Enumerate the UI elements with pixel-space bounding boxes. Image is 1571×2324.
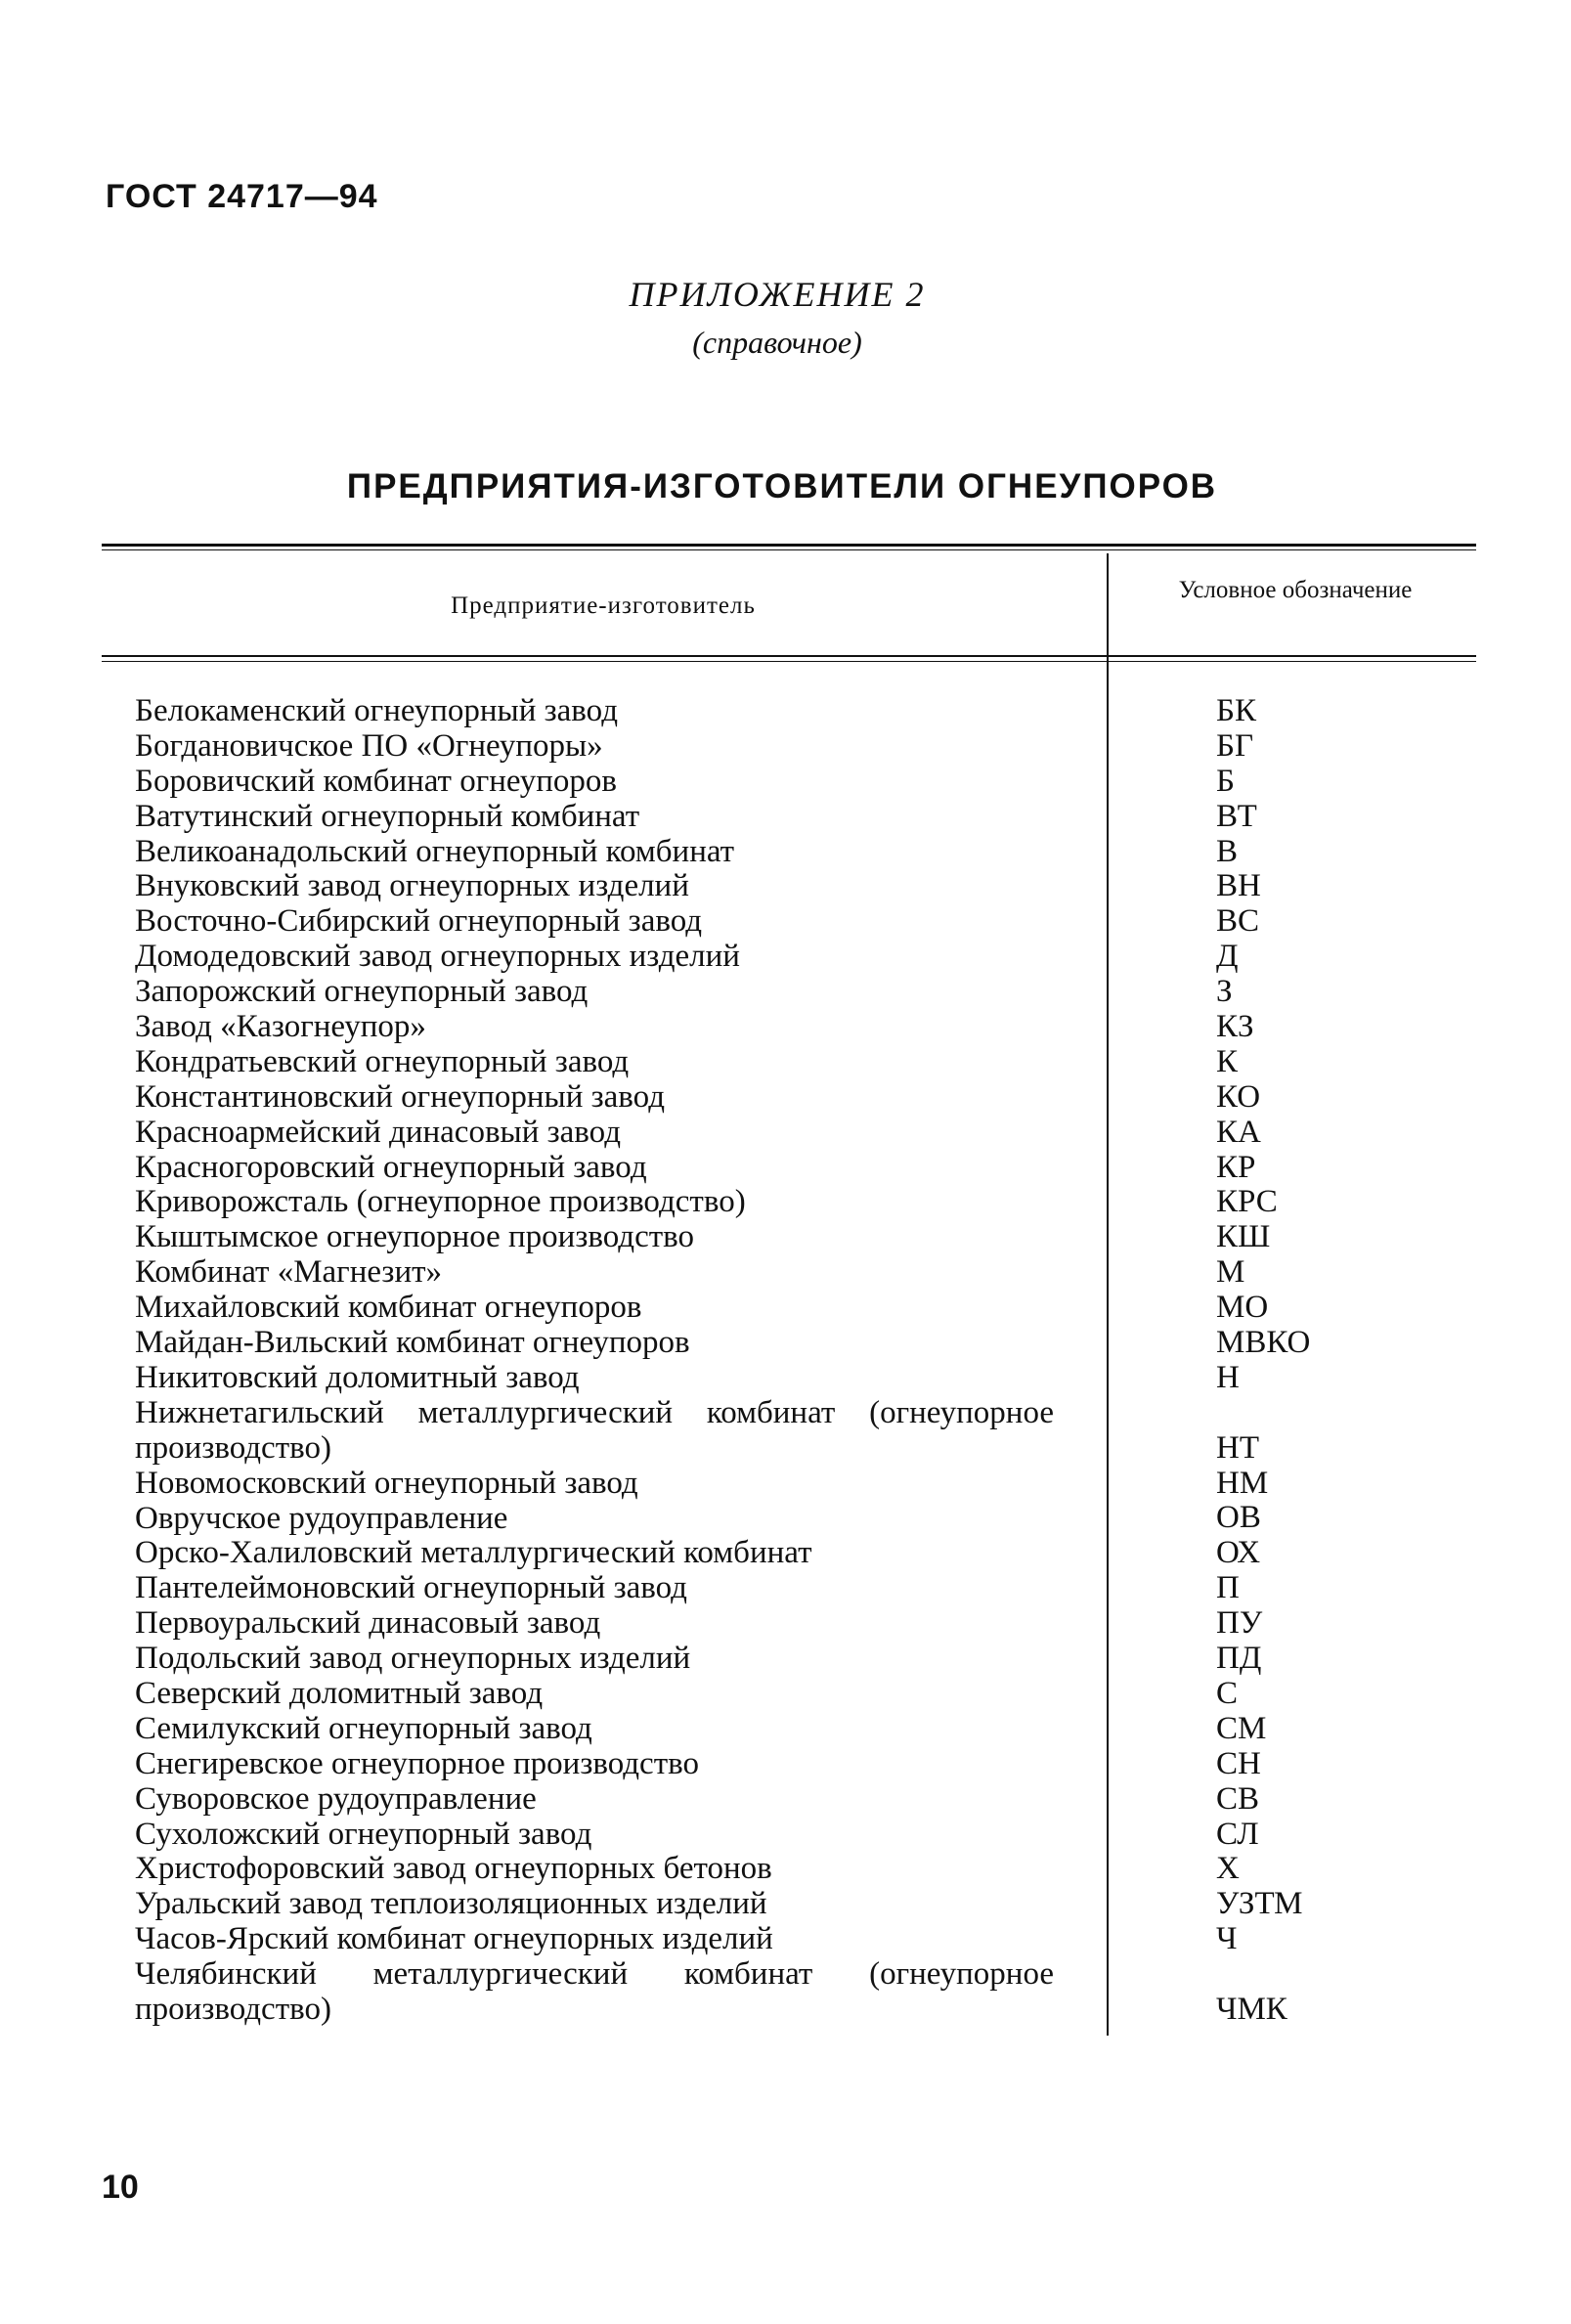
manufacturer-code: СВ xyxy=(1216,1780,1260,1817)
table-row xyxy=(0,1220,1571,1255)
manufacturer-name: Снегиревское огнеупорное производство xyxy=(135,1745,699,1781)
table-row xyxy=(0,869,1571,904)
manufacturer-name: Пантелеймоновский огнеупорный завод xyxy=(135,1570,687,1606)
manufacturer-code: МВКО xyxy=(1216,1325,1311,1361)
table-row xyxy=(0,940,1571,975)
manufacturer-code: М xyxy=(1216,1254,1245,1291)
manufacturer-name: Суворовское рудоуправление xyxy=(135,1780,537,1817)
manufacturer-name: Михайловский комбинат огнеупоров xyxy=(135,1290,642,1326)
table-row xyxy=(0,1396,1571,1467)
manufacturer-code: ВС xyxy=(1216,903,1260,940)
header-bottom-rule xyxy=(102,655,1476,657)
document-id: ГОСТ 24717—94 xyxy=(106,178,378,215)
column-header-manufacturer: Предприятие-изготовитель xyxy=(451,592,756,619)
table-top-rule xyxy=(102,544,1476,547)
manufacturer-name: Челябинский металлургический комбинат (огнеупорное производство) xyxy=(135,1956,1054,2027)
manufacturer-code: Ч xyxy=(1216,1921,1238,1957)
manufacturer-name: Восточно-Сибирский огнеупорный завод xyxy=(135,903,703,940)
table-row xyxy=(0,1255,1571,1291)
table-row xyxy=(0,1957,1571,2028)
manufacturer-code: З xyxy=(1216,974,1233,1010)
table-row xyxy=(0,904,1571,940)
table-row xyxy=(0,1677,1571,1712)
appendix-subtitle: (справочное) xyxy=(692,325,862,360)
manufacturer-name: Христофоровский завод огнеупорных бетонов xyxy=(135,1851,772,1887)
table-row xyxy=(0,975,1571,1010)
table-row xyxy=(0,1185,1571,1220)
table-row xyxy=(0,1818,1571,1853)
manufacturer-name: Комбинат «Магнезит» xyxy=(135,1254,443,1291)
table-row xyxy=(0,1326,1571,1361)
manufacturer-code: ВТ xyxy=(1216,798,1257,834)
manufacturer-name: Богдановичское ПО «Огнеупоры» xyxy=(135,727,603,764)
table-row xyxy=(0,1151,1571,1186)
table-row xyxy=(0,1080,1571,1116)
table-row xyxy=(0,800,1571,835)
column-header-code: Условное обозначение xyxy=(1178,577,1413,603)
manufacturer-code: КШ xyxy=(1216,1219,1271,1255)
manufacturer-name: Красногоровский огнеупорный завод xyxy=(135,1149,647,1185)
manufacturer-code: ВН xyxy=(1216,868,1261,904)
manufacturer-code: НТ xyxy=(1216,1429,1259,1466)
manufacturer-code: НМ xyxy=(1216,1465,1269,1501)
manufacturer-code: МО xyxy=(1216,1290,1269,1326)
manufacturer-name: Кыштымское огнеупорное производство xyxy=(135,1219,694,1255)
manufacturer-code: ОХ xyxy=(1216,1535,1261,1571)
manufacturer-name: Боровичский комбинат огнеупоров xyxy=(135,763,617,799)
table-row xyxy=(0,1467,1571,1502)
header-bottom-rule-thin xyxy=(102,661,1476,662)
manufacturer-name: Великоанадольский огнеупорный комбинат xyxy=(135,833,735,869)
table-row xyxy=(0,1010,1571,1045)
manufacturer-name: Новомосковский огнеупорный завод xyxy=(135,1465,638,1501)
table-row xyxy=(0,1922,1571,1957)
manufacturer-name: Майдан-Вильский комбинат огнеупоров xyxy=(135,1325,690,1361)
table-body xyxy=(0,694,1571,2028)
table-top-rule-thin xyxy=(102,549,1476,550)
table-row xyxy=(0,1887,1571,1922)
manufacturer-code: В xyxy=(1216,833,1239,869)
manufacturer-name: Северский доломитный завод xyxy=(135,1675,544,1711)
manufacturer-code: УЗТМ xyxy=(1216,1886,1303,1922)
table-row xyxy=(0,1852,1571,1887)
manufacturer-name: Красноармейский динасовый завод xyxy=(135,1114,621,1150)
manufacturer-code: КО xyxy=(1216,1078,1261,1115)
manufacturer-name: Ватутинский огнеупорный комбинат xyxy=(135,798,640,834)
table-row xyxy=(0,765,1571,800)
manufacturer-code: П xyxy=(1216,1570,1240,1606)
table-row xyxy=(0,1536,1571,1571)
manufacturer-code: СМ xyxy=(1216,1710,1267,1746)
manufacturer-code: С xyxy=(1216,1675,1239,1711)
page-title: ПРЕДПРИЯТИЯ-ИЗГОТОВИТЕЛИ ОГНЕУПОРОВ xyxy=(346,467,1218,505)
table-row xyxy=(0,729,1571,765)
manufacturer-code: БГ xyxy=(1216,727,1254,764)
table-row xyxy=(0,1606,1571,1642)
manufacturer-name: Орско-Халиловский металлургический комбинат xyxy=(135,1535,812,1571)
manufacturer-code: Б xyxy=(1216,763,1235,799)
manufacturer-code: СН xyxy=(1216,1745,1261,1781)
table-row xyxy=(0,1747,1571,1782)
manufacturer-name: Никитовский доломитный завод xyxy=(135,1359,580,1395)
manufacturer-code: ЧМК xyxy=(1216,1991,1287,2027)
table-row xyxy=(0,1782,1571,1818)
manufacturer-code: КРС xyxy=(1216,1184,1278,1220)
appendix-title: ПРИЛОЖЕНИЕ 2 xyxy=(629,275,926,314)
table-row xyxy=(0,1045,1571,1080)
manufacturer-code: ПД xyxy=(1216,1641,1262,1677)
manufacturer-name: Уральский завод теплоизоляционных изделий xyxy=(135,1886,767,1922)
manufacturer-name: Подольский завод огнеупорных изделий xyxy=(135,1641,691,1677)
manufacturer-code: КР xyxy=(1216,1149,1256,1185)
table-row xyxy=(0,694,1571,729)
manufacturer-name: Внуковский завод огнеупорных изделий xyxy=(135,868,689,904)
manufacturer-name: Первоуральский динасовый завод xyxy=(135,1605,601,1642)
manufacturer-code: СЛ xyxy=(1216,1816,1259,1852)
manufacturer-name: Семилукский огнеупорный завод xyxy=(135,1710,592,1746)
manufacturer-code: ОВ xyxy=(1216,1500,1261,1536)
manufacturer-code: БК xyxy=(1216,692,1256,728)
table-row xyxy=(0,1291,1571,1326)
table-row xyxy=(0,1571,1571,1606)
manufacturer-name: Часов-Ярский комбинат огнеупорных изделий xyxy=(135,1921,773,1957)
manufacturer-name: Овручское рудоуправление xyxy=(135,1500,508,1536)
manufacturer-code: Д xyxy=(1216,939,1239,975)
table-row xyxy=(0,1712,1571,1747)
manufacturer-name: Кондратьевский огнеупорный завод xyxy=(135,1043,630,1079)
table-row xyxy=(0,835,1571,870)
manufacturer-name: Завод «Казогнеупор» xyxy=(135,1009,426,1045)
manufacturer-code: ПУ xyxy=(1216,1605,1263,1642)
manufacturer-code: КА xyxy=(1216,1114,1261,1150)
manufacturer-name: Домодедовский завод огнеупорных изделий xyxy=(135,939,740,975)
table-row xyxy=(0,1502,1571,1537)
manufacturer-name: Криворожсталь (огнеупорное производство) xyxy=(135,1184,746,1220)
manufacturer-name: Запорожский огнеупорный завод xyxy=(135,974,589,1010)
table-row xyxy=(0,1642,1571,1677)
manufacturer-code: Х xyxy=(1216,1851,1240,1887)
manufacturer-code: Н xyxy=(1216,1359,1240,1395)
table-row xyxy=(0,1116,1571,1151)
manufacturer-code: КЗ xyxy=(1216,1009,1254,1044)
page-number: 10 xyxy=(102,2169,139,2206)
table-row xyxy=(0,1361,1571,1396)
manufacturer-code: К xyxy=(1216,1043,1239,1079)
manufacturer-name: Сухоложский огнеупорный завод xyxy=(135,1816,592,1852)
manufacturer-name: Константиновский огнеупорный завод xyxy=(135,1078,665,1115)
manufacturer-name: Нижнетагильский металлургический комбинат (огнеупорное производство) xyxy=(135,1394,1054,1466)
manufacturer-name: Белокаменский огнеупорный завод xyxy=(135,693,618,728)
